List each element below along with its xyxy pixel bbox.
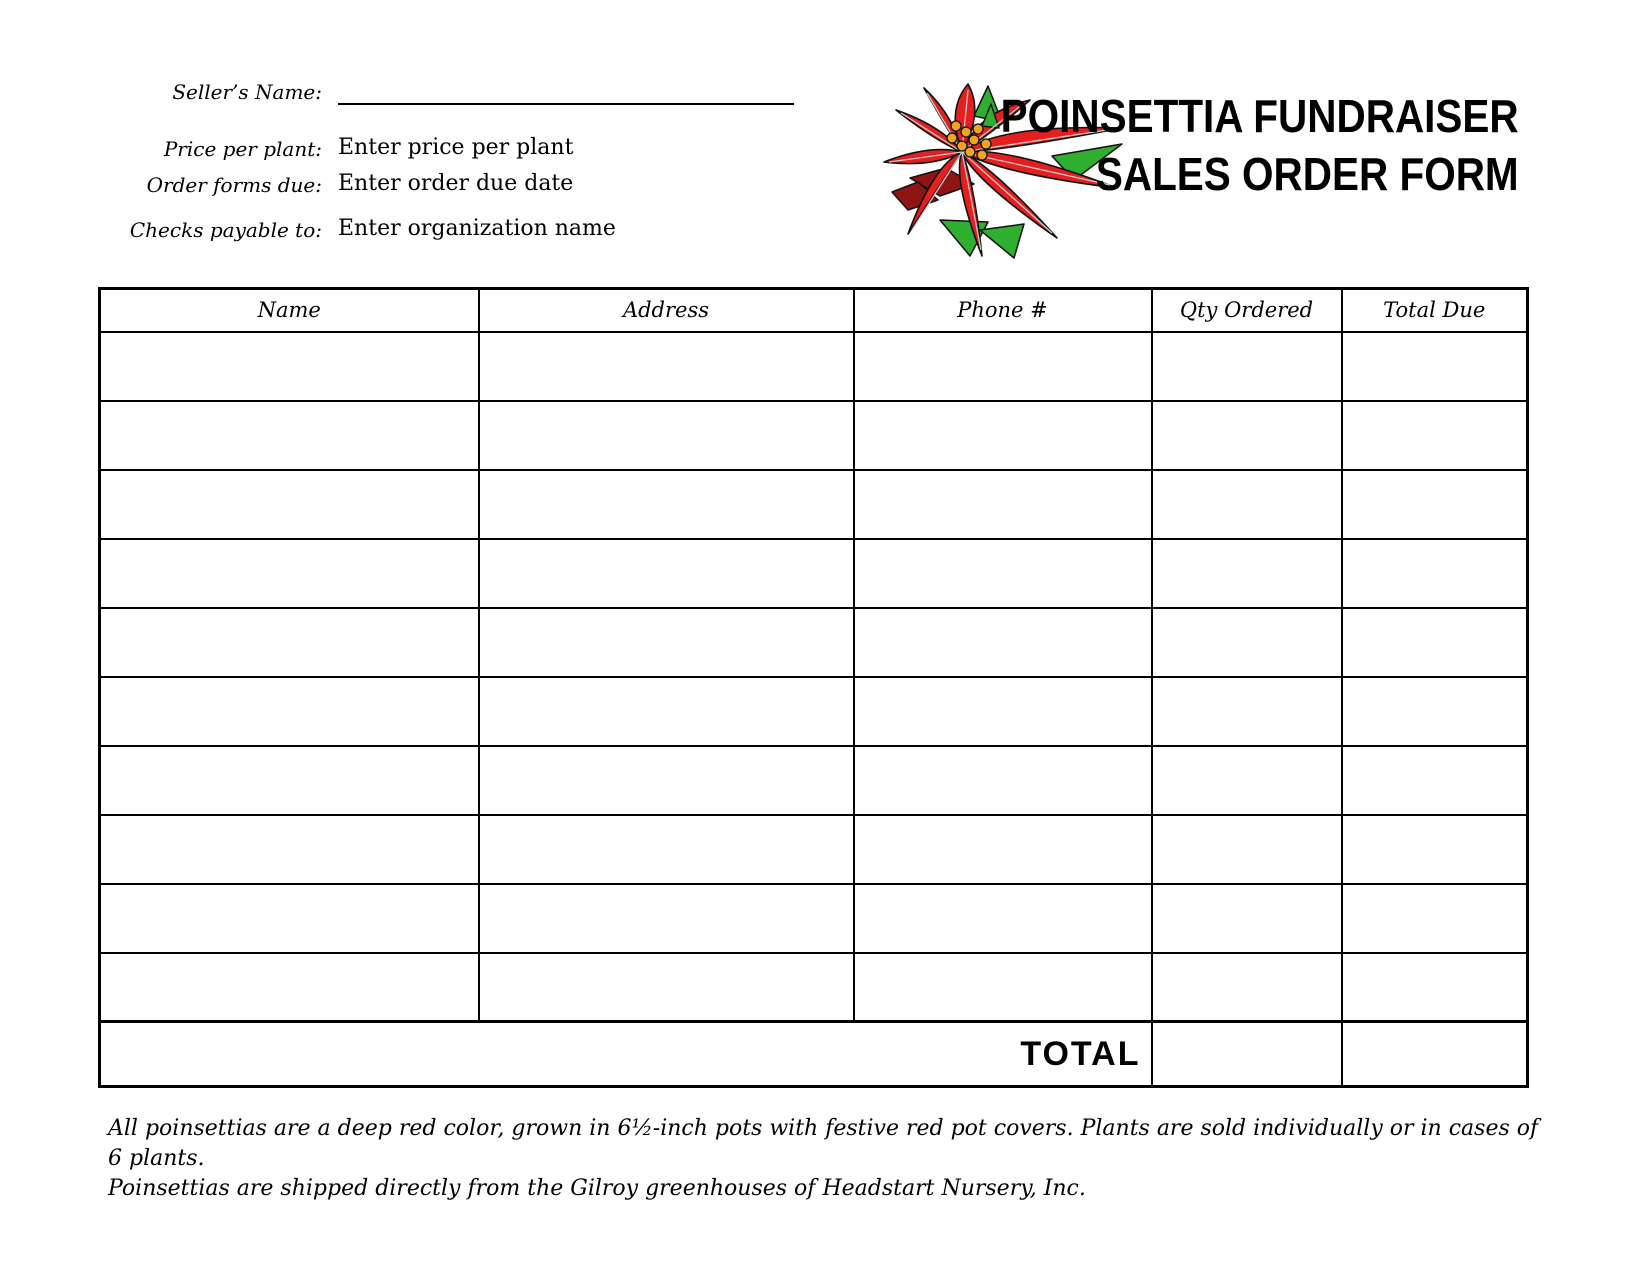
table-cell[interactable] (479, 539, 854, 608)
table-cell[interactable] (1152, 815, 1342, 884)
table-cell[interactable] (1152, 401, 1342, 470)
table-cell[interactable] (1152, 953, 1342, 1022)
col-header-phone: Phone # (854, 289, 1152, 332)
table-cell[interactable] (100, 470, 479, 539)
table-cell[interactable] (854, 401, 1152, 470)
table-cell[interactable] (854, 470, 1152, 539)
table-cell[interactable] (479, 953, 854, 1022)
table-cell[interactable] (479, 401, 854, 470)
seller-name-label: Seller’s Name: (172, 80, 322, 104)
table-row (100, 884, 1528, 953)
checks-payable-label: Checks payable to: (129, 218, 322, 242)
table-cell[interactable] (1152, 677, 1342, 746)
col-header-name: Name (100, 289, 479, 332)
table-cell[interactable] (1342, 608, 1528, 677)
footer-note (108, 1114, 1548, 1204)
table-cell[interactable] (479, 332, 854, 401)
table-cell[interactable] (854, 884, 1152, 953)
table-cell[interactable] (854, 746, 1152, 815)
table-cell[interactable] (100, 953, 479, 1022)
table-cell[interactable] (479, 746, 854, 815)
table-cell[interactable] (100, 539, 479, 608)
table-cell[interactable] (1152, 470, 1342, 539)
table-cell[interactable] (1342, 401, 1528, 470)
table-cell[interactable] (1342, 677, 1528, 746)
checks-payable-field[interactable]: Enter organization name (338, 216, 616, 241)
table-cell[interactable] (100, 401, 479, 470)
table-row (100, 539, 1528, 608)
table-cell[interactable] (1342, 539, 1528, 608)
footer-note-line1: All poinsettias are a deep red color, grown in 6½-inch pots with festive red pot covers. Plants are sold individually or in cases of 6 plants. (108, 1116, 1539, 1171)
order-table (98, 287, 1529, 1088)
table-row (100, 746, 1528, 815)
table-cell[interactable] (1152, 539, 1342, 608)
table-cell[interactable] (854, 539, 1152, 608)
table-cell[interactable] (1342, 470, 1528, 539)
table-cell[interactable] (1152, 884, 1342, 953)
table-cell[interactable] (1152, 608, 1342, 677)
total-due-cell[interactable] (1342, 1022, 1528, 1087)
table-cell[interactable] (479, 677, 854, 746)
table-cell[interactable] (1342, 953, 1528, 1022)
table-cell[interactable] (854, 677, 1152, 746)
table-cell[interactable] (479, 884, 854, 953)
table-cell[interactable] (100, 677, 479, 746)
table-cell[interactable] (1342, 332, 1528, 401)
table-header-row (100, 289, 1528, 332)
col-header-address: Address (479, 289, 854, 332)
table-cell[interactable] (100, 746, 479, 815)
price-per-plant-field[interactable]: Enter price per plant (338, 135, 574, 160)
table-cell[interactable] (479, 815, 854, 884)
table-cell[interactable] (100, 884, 479, 953)
order-forms-due-label: Order forms due: (146, 173, 322, 197)
table-cell[interactable] (1152, 332, 1342, 401)
page-title (1001, 87, 1519, 203)
table-row (100, 332, 1528, 401)
table-row (100, 677, 1528, 746)
order-forms-due-field[interactable]: Enter order due date (338, 171, 574, 196)
table-cell[interactable] (854, 332, 1152, 401)
table-cell[interactable] (100, 608, 479, 677)
total-qty-cell[interactable] (1152, 1022, 1342, 1087)
order-table-body (100, 332, 1528, 1022)
table-cell[interactable] (479, 608, 854, 677)
table-row (100, 470, 1528, 539)
col-header-qty-ordered: Qty Ordered (1152, 289, 1342, 332)
page-title-line1: POINSETTIA FUNDRAISER (1000, 90, 1519, 142)
table-row (100, 815, 1528, 884)
table-row (100, 953, 1528, 1022)
table-row (100, 608, 1528, 677)
seller-name-blank-line[interactable] (338, 86, 794, 105)
table-cell[interactable] (100, 815, 479, 884)
table-cell[interactable] (1342, 815, 1528, 884)
col-header-total-due: Total Due (1342, 289, 1528, 332)
table-cell[interactable] (100, 332, 479, 401)
table-cell[interactable] (1342, 746, 1528, 815)
total-row (100, 1022, 1528, 1087)
price-per-plant-label: Price per plant: (163, 137, 322, 161)
table-cell[interactable] (854, 815, 1152, 884)
table-cell[interactable] (854, 608, 1152, 677)
total-label: TOTAL (100, 1022, 1152, 1087)
table-row (100, 401, 1528, 470)
table-cell[interactable] (479, 470, 854, 539)
table-cell[interactable] (1152, 746, 1342, 815)
page-title-line2: SALES ORDER FORM (1096, 148, 1519, 200)
footer-note-line2: Poinsettias are shipped directly from the Gilroy greenhouses of Headstart Nursery, Inc. (108, 1176, 1086, 1201)
table-cell[interactable] (1342, 884, 1528, 953)
table-cell[interactable] (854, 953, 1152, 1022)
